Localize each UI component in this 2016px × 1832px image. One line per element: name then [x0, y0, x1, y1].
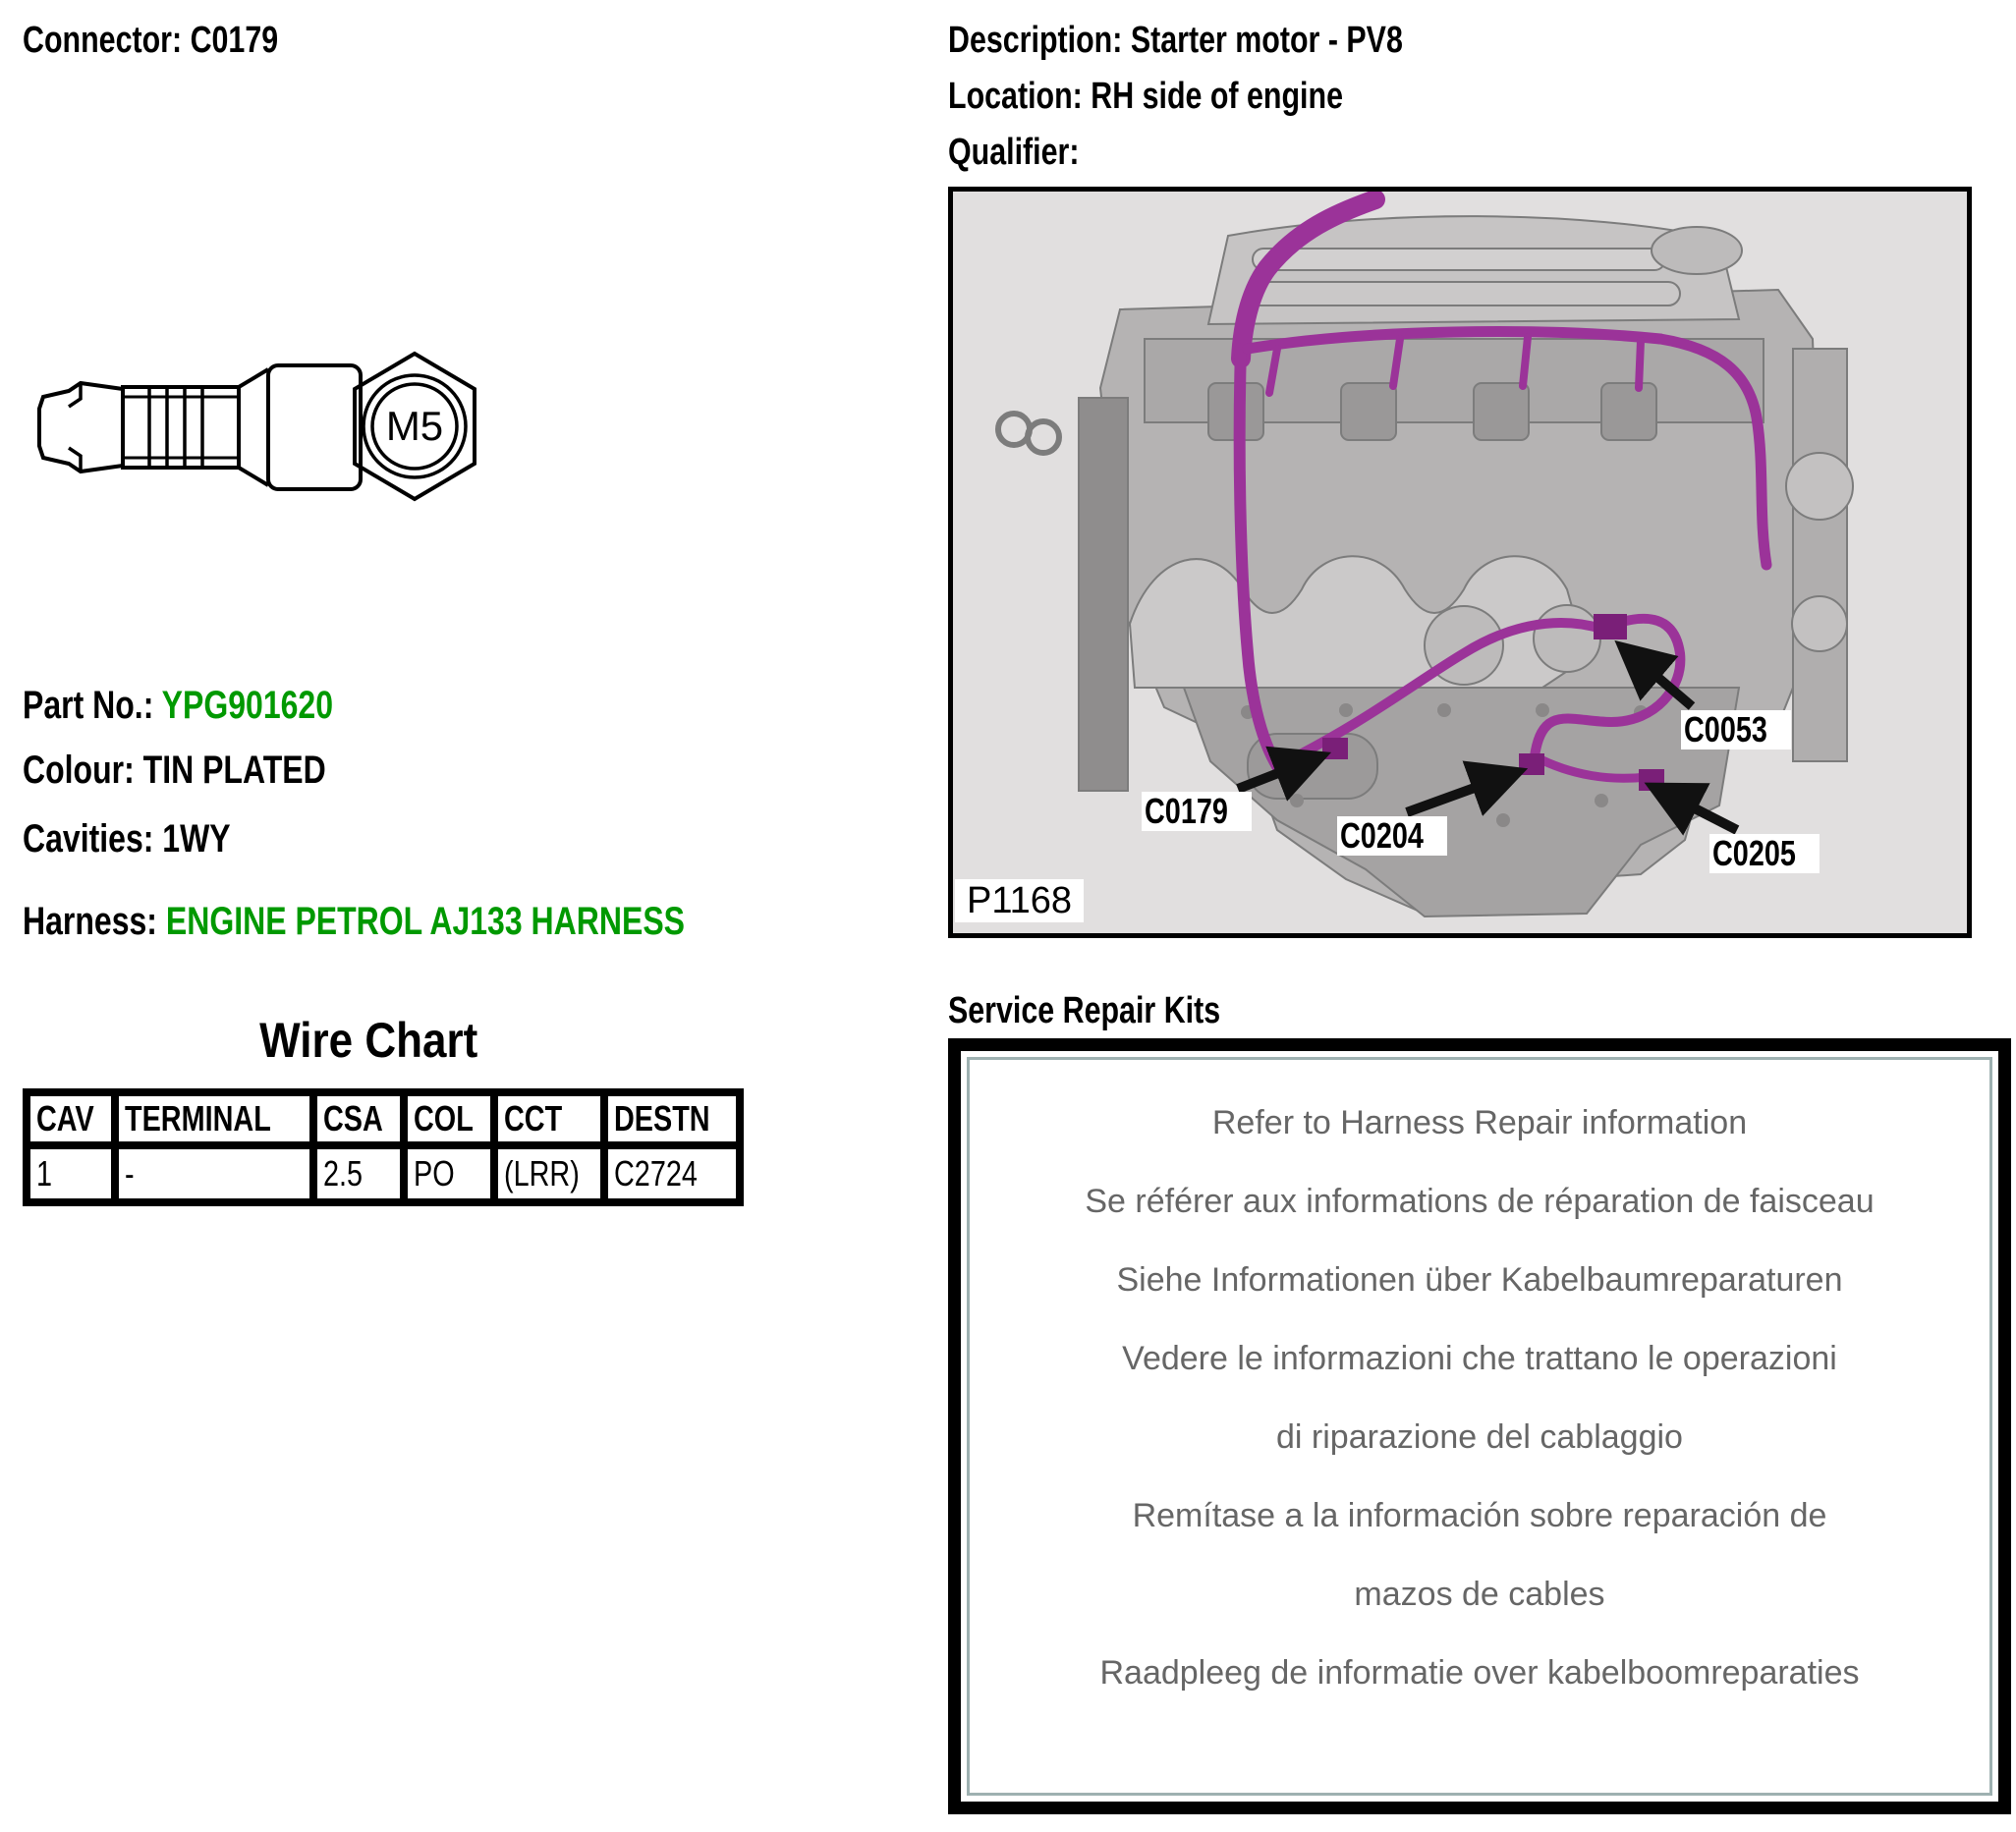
plenum-rib: [1248, 282, 1680, 305]
neck-top: [239, 369, 268, 387]
cavities-label: Cavities:: [23, 817, 154, 860]
wire-chart-table: [23, 1088, 744, 1206]
col-header-cct: CCT: [494, 1092, 604, 1145]
col-header-csa: CSA: [313, 1092, 404, 1145]
oil-filler-cap: [1652, 227, 1742, 274]
srk-line: Vedere le informazioni che trattano le operazioni: [1122, 1340, 1837, 1377]
part-no-label: Part No.:: [23, 684, 154, 727]
cavities-value: 1WY: [162, 817, 231, 860]
srk-line: di riparazione del cablaggio: [1276, 1418, 1683, 1456]
ignition-coil: [1341, 383, 1396, 440]
harness-line: [23, 900, 851, 944]
callout-c0179: C0179: [1142, 792, 1252, 831]
harness-connector-c0053: [1594, 614, 1627, 639]
exhaust-manifold: [1130, 556, 1587, 688]
callout-c0204: C0204: [1337, 816, 1447, 856]
srk-line: Siehe Informationen über Kabelbaumreparaturen: [1116, 1261, 1843, 1299]
callout-c0205: C0205: [1709, 834, 1820, 873]
ignition-coil: [1474, 383, 1529, 440]
part-no-value: YPG901620: [161, 684, 334, 727]
pulley-opening: [1534, 605, 1600, 672]
pulley: [1792, 596, 1847, 651]
terminal-body: [268, 365, 361, 489]
qualifier-line: [948, 132, 1112, 174]
srk-line: Se référer aux informations de réparation de faisceau: [1085, 1183, 1875, 1220]
srk-line: mazos de cables: [1354, 1576, 1605, 1613]
engine-location-figure: [948, 187, 1972, 938]
connector-title: [23, 20, 342, 62]
service-repair-kits-heading: Service Repair Kits: [948, 990, 1221, 1031]
location-value: RH side of engine: [1091, 76, 1343, 117]
srk-line: Raadpleeg de informatie over kabelboomreparaties: [1099, 1654, 1860, 1692]
col-header-terminal: TERMINAL: [115, 1092, 313, 1145]
timing-chain-area: [1079, 398, 1128, 791]
harness-connector-c0179: [1322, 738, 1348, 759]
neck-bottom: [239, 468, 268, 485]
service-repair-kits-inner-frame: [967, 1057, 1992, 1796]
cell-cav: 1: [27, 1145, 115, 1202]
part-no-line: [23, 684, 411, 728]
plenum-rib: [1253, 249, 1665, 270]
description-value: Starter motor - PV8: [1130, 20, 1403, 61]
description-label: Description:: [948, 20, 1123, 61]
colour-line: [23, 749, 402, 793]
srk-line: Refer to Harness Repair information: [1211, 1104, 1748, 1141]
cell-cct: (LRR): [494, 1145, 604, 1202]
belt-run: [1793, 349, 1847, 761]
srk-line: Remítase a la información sobre reparación de: [1132, 1497, 1827, 1534]
connector-drawing: [29, 326, 476, 508]
connector-label: Connector:: [23, 20, 183, 61]
harness-label: Harness:: [23, 900, 157, 943]
ignition-coil: [1601, 383, 1656, 440]
wire-chart-header-row: [27, 1092, 740, 1145]
connector-value: C0179: [190, 20, 279, 61]
qualifier-label: Qualifier:: [948, 132, 1080, 173]
location-line: [948, 76, 1441, 118]
pulley: [1786, 453, 1853, 520]
colour-value: TIN PLATED: [142, 749, 326, 792]
cell-col: PO: [404, 1145, 494, 1202]
harness-connector-c0204: [1519, 753, 1544, 775]
col-header-destn: DESTN: [604, 1092, 740, 1145]
cell-terminal: -: [115, 1145, 313, 1202]
location-label: Location:: [948, 76, 1083, 117]
cell-csa: 2.5: [313, 1145, 404, 1202]
colour-label: Colour:: [23, 749, 135, 792]
figure-reference-label: P1168: [955, 879, 1084, 922]
wire-chart-title: Wire Chart: [258, 1013, 478, 1068]
harness-value: ENGINE PETROL AJ133 HARNESS: [165, 900, 686, 943]
description-line: [948, 20, 1517, 62]
ring-terminal-drawing: [29, 326, 476, 508]
service-repair-kits-box: [948, 1038, 2011, 1814]
col-header-col: COL: [404, 1092, 494, 1145]
col-header-cav: CAV: [27, 1092, 115, 1145]
cavities-line: [23, 817, 283, 861]
engine-illustration: [953, 192, 1967, 933]
wire-chart-data-row: [27, 1145, 740, 1202]
thread-size-label: M5: [385, 403, 444, 449]
crimp-barrel: [123, 387, 239, 468]
cell-destn: C2724: [604, 1145, 740, 1202]
callout-c0053: C0053: [1681, 710, 1791, 749]
